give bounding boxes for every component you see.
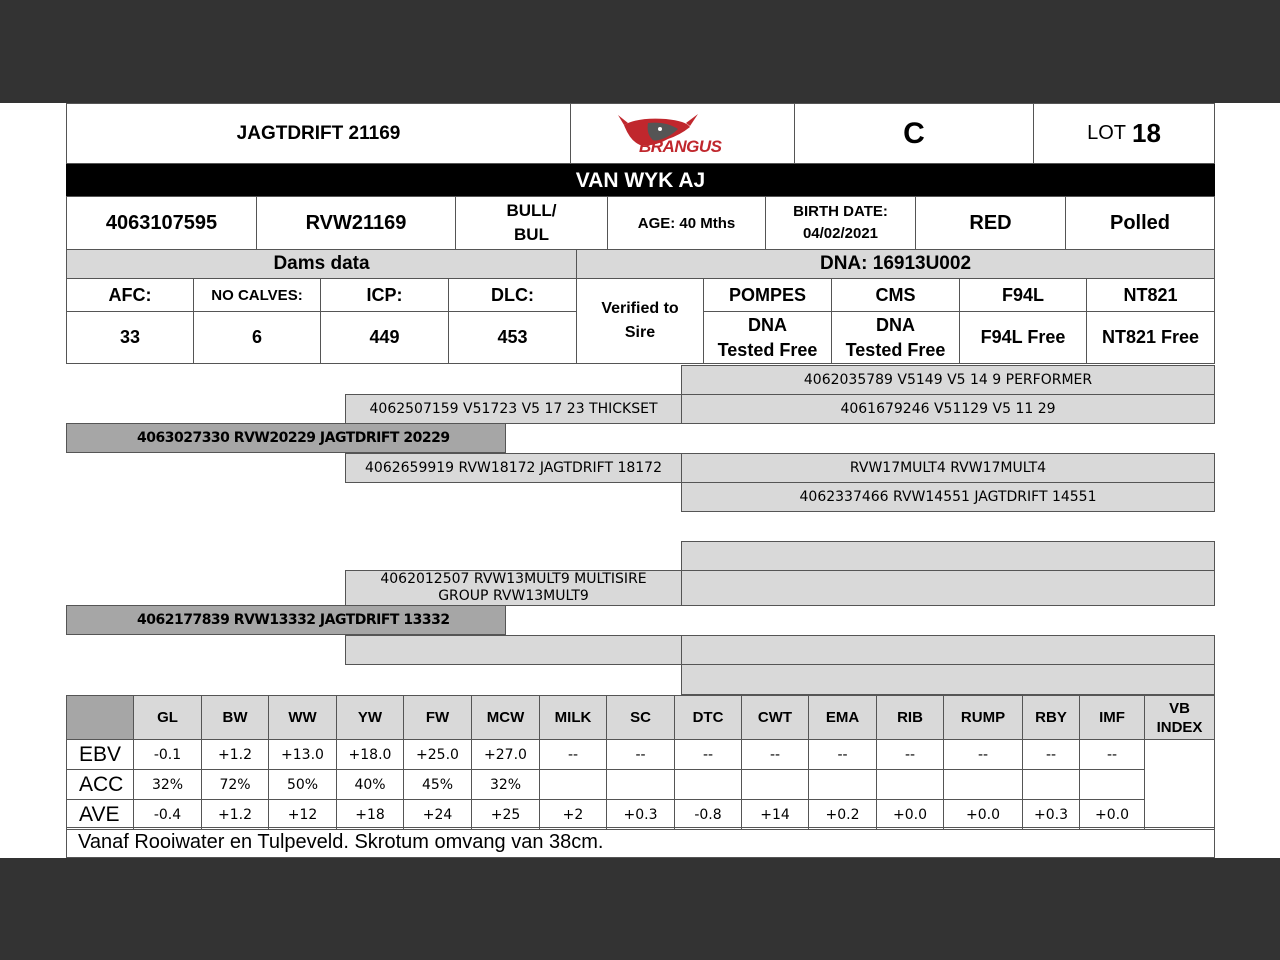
ebv-cell: +18 <box>336 799 404 830</box>
sex <box>455 196 608 250</box>
birth-label: BIRTH DATE: <box>793 203 888 220</box>
breeder-name: VAN WYK AJ <box>66 164 1215 197</box>
ebv-cell: +0.3 <box>606 799 675 830</box>
comment: Vanaf Rooiwater en Tulpeveld. Skrotum omvang van 38cm. <box>66 827 1215 858</box>
sex-line2: BUL <box>514 225 549 244</box>
verified-to-sire <box>576 278 704 364</box>
ebv-cell <box>674 769 742 800</box>
color: RED <box>915 196 1066 250</box>
ebv-cell: +24 <box>403 799 472 830</box>
id-number: 4063107595 <box>66 196 257 250</box>
ebv-col-mcw: MCW <box>471 695 540 740</box>
ebv-col-imf: IMF <box>1079 695 1145 740</box>
ebv-col-dtc: DTC <box>674 695 742 740</box>
birth-value: 04/02/2021 <box>802 225 879 242</box>
ebv-col-fw: FW <box>403 695 472 740</box>
dna-result-line: Tested Free <box>717 339 818 360</box>
dna-result-line: DNA <box>876 314 915 335</box>
ebv-col-vb-index <box>1144 695 1215 740</box>
grade: C <box>794 103 1034 164</box>
logo-text: BRANGUS <box>639 137 722 156</box>
ebv-cell: -- <box>1022 739 1080 770</box>
lot-number: 18 <box>1131 118 1161 148</box>
dna-header-1: CMS <box>831 278 960 312</box>
ebv-col-bw: BW <box>201 695 269 740</box>
lot-card <box>0 103 1280 858</box>
dna-header-3: NT821 <box>1086 278 1215 312</box>
sire-sire-sire: 4062035789 V5149 V5 14 9 PERFORMER <box>681 365 1215 395</box>
ebv-cell: 72% <box>201 769 269 800</box>
ebv-cell: -- <box>808 739 877 770</box>
dams-value-1: 6 <box>193 311 321 364</box>
dam-sire <box>345 570 682 606</box>
dams-value-3: 453 <box>448 311 577 364</box>
ebv-cell: +0.2 <box>808 799 877 830</box>
dams-value-2: 449 <box>320 311 449 364</box>
vb-index-value <box>1144 739 1215 830</box>
ebv-cell: -- <box>606 739 675 770</box>
birth-date <box>765 196 916 250</box>
dam-sire-line2: GROUP RVW13MULT9 <box>438 588 589 604</box>
dna-header-2: F94L <box>959 278 1087 312</box>
ebv-cell: +2 <box>539 799 607 830</box>
ebv-cell: -0.4 <box>133 799 202 830</box>
ebv-cell: +1.2 <box>201 799 269 830</box>
horn-status: Polled <box>1065 196 1215 250</box>
ebv-cell: -0.8 <box>674 799 742 830</box>
ebv-col-milk: MILK <box>539 695 607 740</box>
brangus-logo <box>570 103 795 164</box>
ebv-col-yw: YW <box>336 695 404 740</box>
dam-sire-dam <box>681 570 1215 606</box>
ebv-cell <box>876 769 944 800</box>
vb-index-label: INDEX <box>1156 718 1203 736</box>
verified-line2: Sire <box>624 324 656 341</box>
verified-line1: Verified to <box>601 300 679 317</box>
ebv-cell: -- <box>1079 739 1145 770</box>
ebv-cell: -0.1 <box>133 739 202 770</box>
sire-sire: 4062507159 V51723 V5 17 23 THICKSET <box>345 394 682 424</box>
ebv-cell <box>1022 769 1080 800</box>
ebv-cell: +25 <box>471 799 540 830</box>
ebv-cell: -- <box>741 739 809 770</box>
ebv-cell <box>943 769 1023 800</box>
ebv-cell <box>606 769 675 800</box>
dam-dam-sire <box>681 635 1215 665</box>
ebv-cell: 32% <box>471 769 540 800</box>
dna-result-line: F94L Free <box>980 327 1066 347</box>
dna-result-1 <box>831 311 960 364</box>
ebv-cell: +13.0 <box>268 739 337 770</box>
sex-line1: BULL/ <box>506 201 557 220</box>
ebv-cell: +0.3 <box>1022 799 1080 830</box>
ebv-row-label: AVE <box>66 799 134 830</box>
dam: 4062177839 RVW13332 JAGTDRIFT 13332 <box>66 605 506 635</box>
ebv-corner <box>66 695 134 740</box>
ebv-cell: -- <box>876 739 944 770</box>
ebv-cell: +25.0 <box>403 739 472 770</box>
dam-sire-sire <box>681 541 1215 571</box>
animal-name: JAGTDRIFT 21169 <box>66 103 571 164</box>
ebv-cell: 45% <box>403 769 472 800</box>
dam-dam-dam <box>681 664 1215 695</box>
ebv-col-rump: RUMP <box>943 695 1023 740</box>
ebv-col-sc: SC <box>606 695 675 740</box>
ebv-cell: +14 <box>741 799 809 830</box>
dna-result-line: DNA <box>748 314 787 335</box>
dna-header-0: POMPES <box>703 278 832 312</box>
ebv-cell: +1.2 <box>201 739 269 770</box>
dna-result-line: NT821 Free <box>1101 327 1200 347</box>
ebv-cell: +0.0 <box>876 799 944 830</box>
sire-dam: 4062659919 RVW18172 JAGTDRIFT 18172 <box>345 453 682 483</box>
lot-label: LOT <box>1087 122 1126 144</box>
ebv-cell: 40% <box>336 769 404 800</box>
dam-dam <box>345 635 682 665</box>
ebv-cell: +18.0 <box>336 739 404 770</box>
dna-title: DNA: 16913U002 <box>576 249 1215 279</box>
sire-dam-sire: RVW17MULT4 RVW17MULT4 <box>681 453 1215 483</box>
ebv-cell <box>741 769 809 800</box>
sire-sire-dam: 4061679246 V51129 V5 11 29 <box>681 394 1215 424</box>
dams-value-0: 33 <box>66 311 194 364</box>
ebv-cell <box>808 769 877 800</box>
dams-header-1: NO CALVES: <box>193 278 321 312</box>
ebv-cell: +0.0 <box>1079 799 1145 830</box>
ebv-cell: +0.0 <box>943 799 1023 830</box>
dams-title: Dams data <box>66 249 577 279</box>
dna-result-3 <box>1086 311 1215 364</box>
ebv-col-ww: WW <box>268 695 337 740</box>
ebv-cell: 50% <box>268 769 337 800</box>
dna-result-line: Tested Free <box>845 339 946 360</box>
dam-sire-line1: 4062012507 RVW13MULT9 MULTISIRE <box>380 571 647 587</box>
ebv-cell: 32% <box>133 769 202 800</box>
ebv-row-label: ACC <box>66 769 134 800</box>
dams-header-3: DLC: <box>448 278 577 312</box>
vb-index-label: VB <box>1169 699 1190 717</box>
ebv-col-cwt: CWT <box>741 695 809 740</box>
lot-box <box>1033 103 1215 164</box>
dams-header-2: ICP: <box>320 278 449 312</box>
sire-dam-dam: 4062337466 RVW14551 JAGTDRIFT 14551 <box>681 482 1215 512</box>
ebv-col-rby: RBY <box>1022 695 1080 740</box>
dna-result-2 <box>959 311 1087 364</box>
ebv-cell: -- <box>539 739 607 770</box>
dna-result-0 <box>703 311 832 364</box>
ebv-cell: +27.0 <box>471 739 540 770</box>
reg-code: RVW21169 <box>256 196 456 250</box>
age: AGE: 40 Mths <box>607 196 766 250</box>
ebv-col-ema: EMA <box>808 695 877 740</box>
ebv-cell: -- <box>943 739 1023 770</box>
ebv-col-gl: GL <box>133 695 202 740</box>
ebv-cell <box>1079 769 1145 800</box>
ebv-cell: +12 <box>268 799 337 830</box>
sire: 4063027330 RVW20229 JAGTDRIFT 20229 <box>66 423 506 453</box>
ebv-cell: -- <box>674 739 742 770</box>
ebv-cell <box>539 769 607 800</box>
ebv-row-label: EBV <box>66 739 134 770</box>
ebv-col-rib: RIB <box>876 695 944 740</box>
dams-header-0: AFC: <box>66 278 194 312</box>
